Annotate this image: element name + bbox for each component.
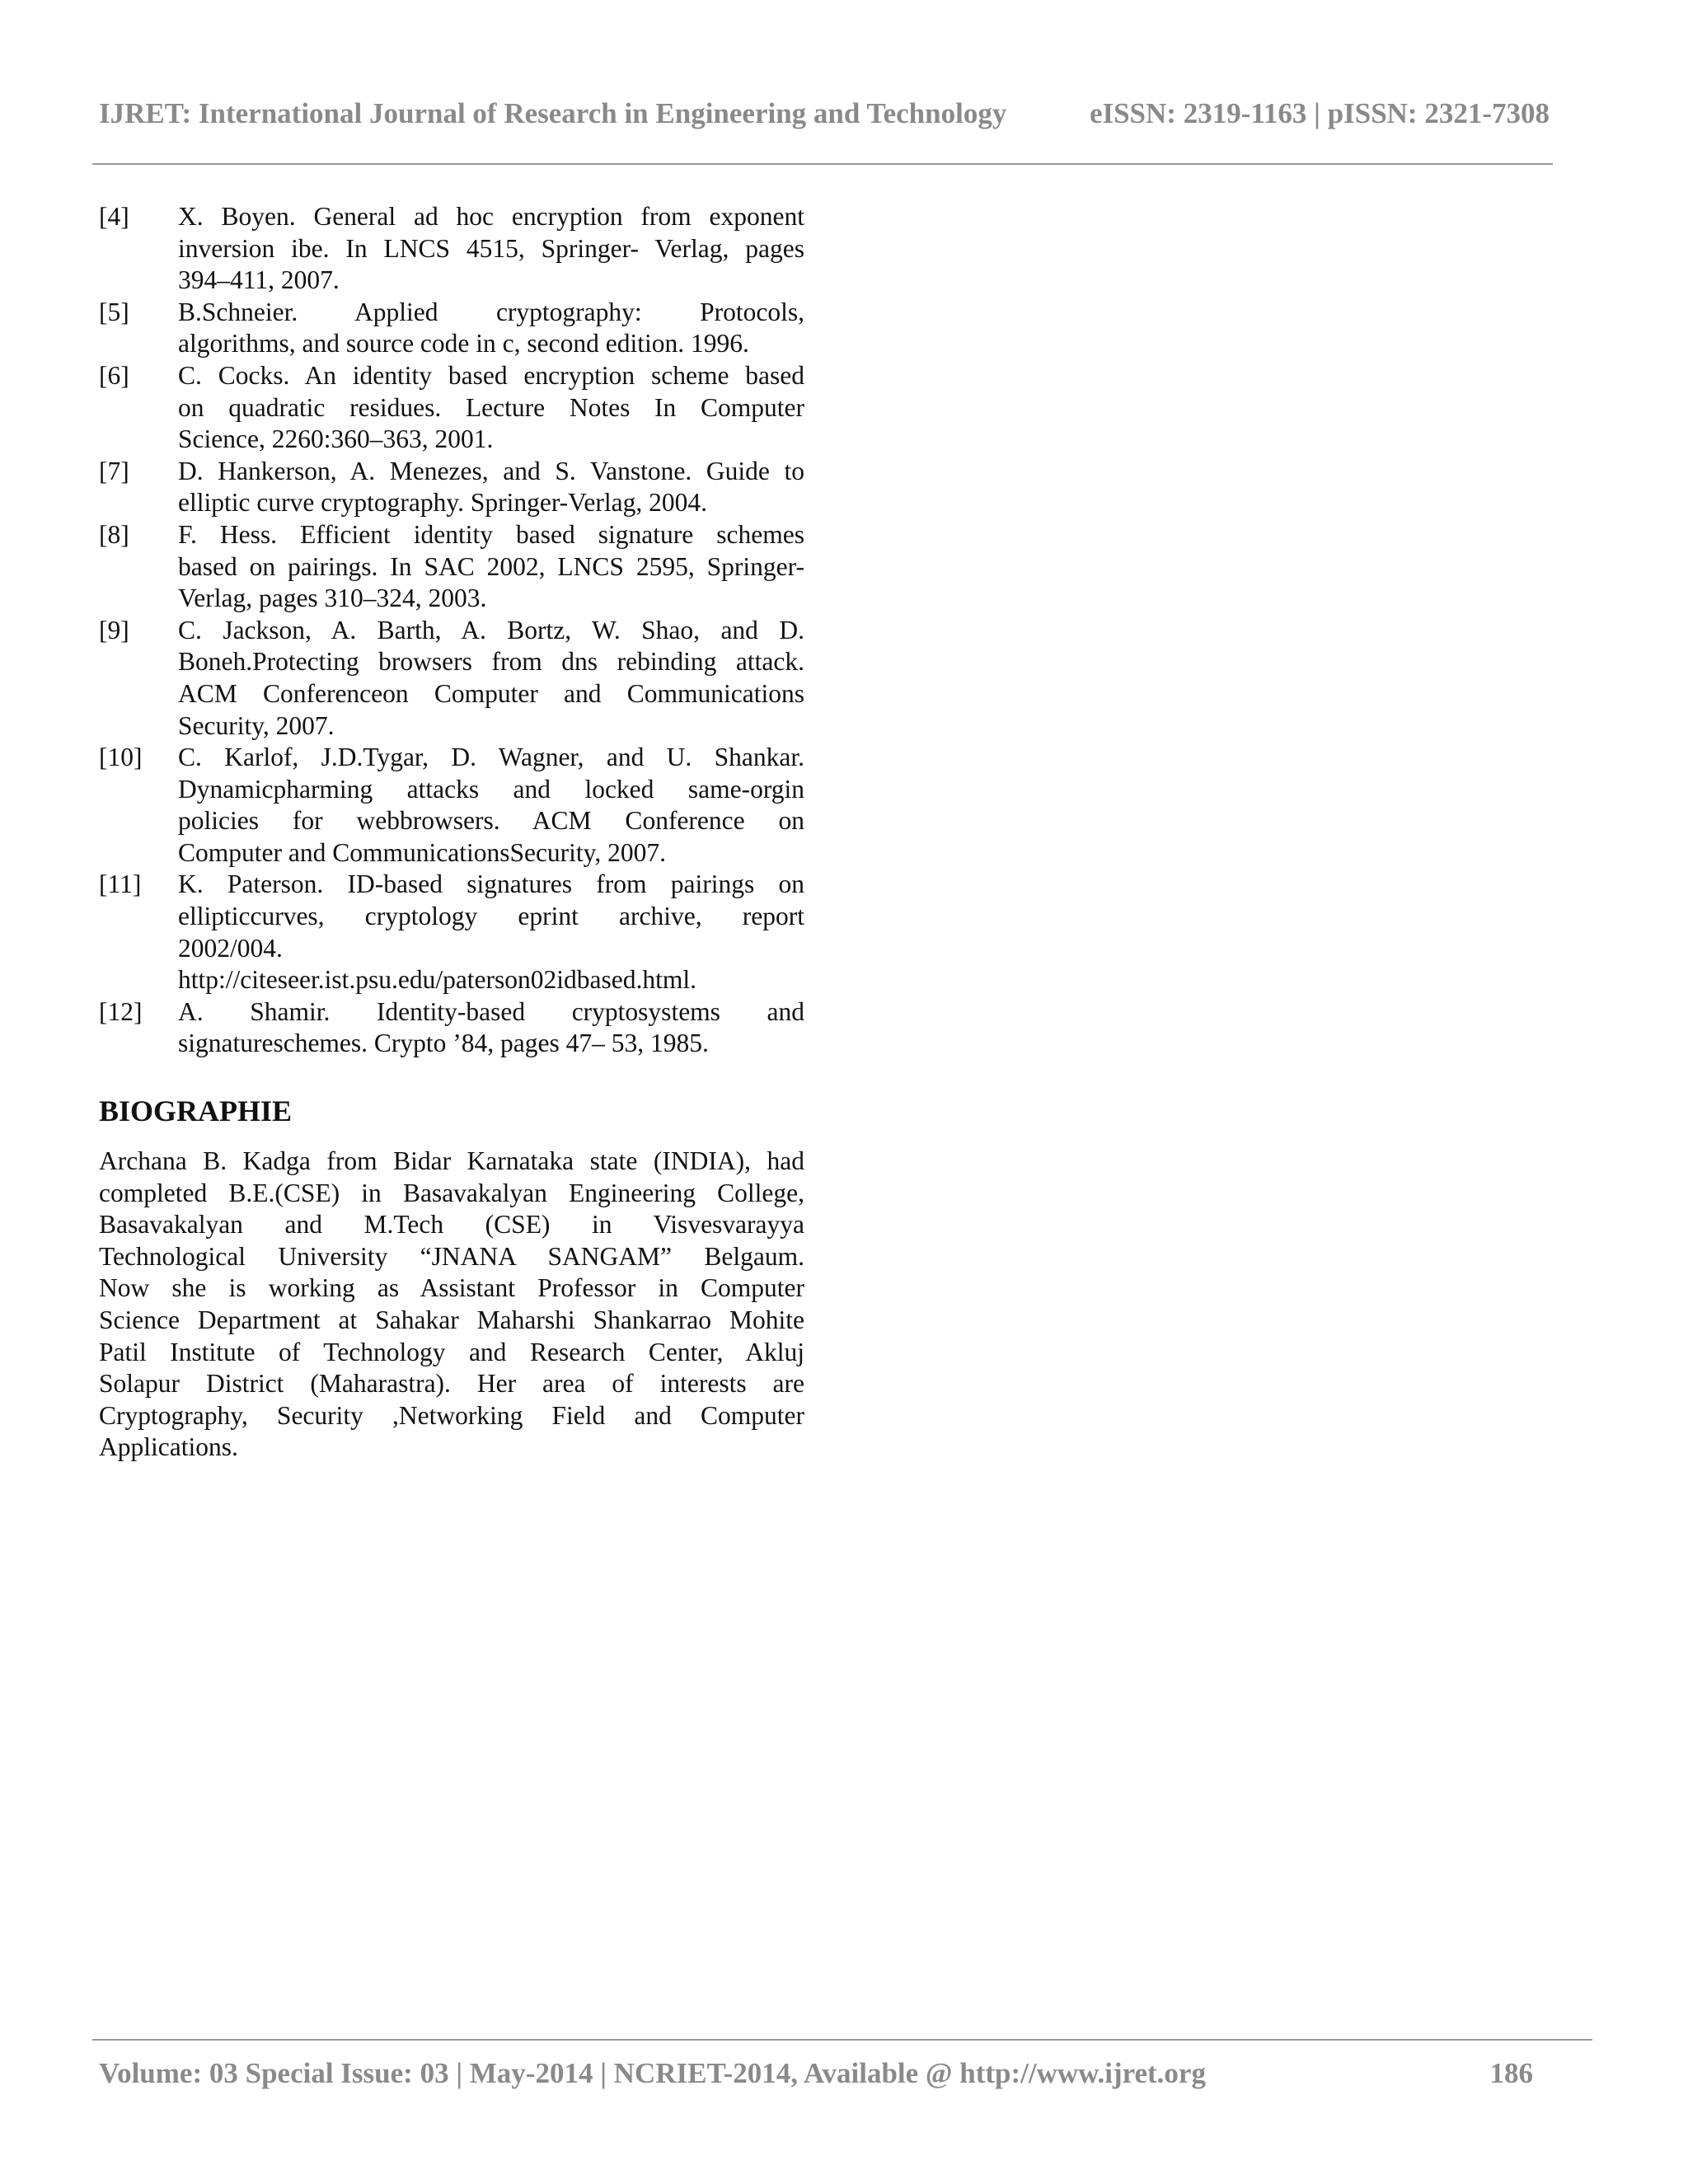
page-number: 186 <box>1489 2057 1533 2089</box>
reference-line: X. Boyen. General ad hoc encryption from exponent <box>178 202 804 231</box>
reference-item <box>99 869 804 996</box>
reference-line: Dynamicpharming attacks and locked same-orgin <box>178 774 804 804</box>
biography-line: Technological University “JNANA SANGAM” Belgaum. <box>99 1241 804 1271</box>
reference-line: policies for webbrowsers. ACM Conference on <box>178 806 804 836</box>
biography-line: Cryptography, Security ,Networking Field and Computer <box>99 1400 804 1430</box>
footer-rule <box>92 2039 1592 2041</box>
reference-item <box>99 201 804 297</box>
issn-numbers: eISSN: 2319-1163 | pISSN: 2321-7308 <box>1089 97 1550 129</box>
reference-number: [4] <box>99 202 129 231</box>
biography-line: Applications. <box>99 1432 238 1462</box>
biography-line: Archana B. Kadga from Bidar Karnataka state (INDIA), had <box>99 1146 804 1176</box>
reference-text <box>178 742 804 869</box>
reference-line: algorithms, and source code in c, second edition. 1996. <box>178 329 749 359</box>
reference-item <box>99 297 804 360</box>
left-column <box>99 201 804 1464</box>
reference-text <box>178 519 804 615</box>
reference-line: C. Cocks. An identity based encryption scheme based <box>178 360 804 390</box>
reference-line: Science, 2260:360–363, 2001. <box>178 424 494 454</box>
reference-text <box>178 297 804 360</box>
reference-text <box>178 869 804 996</box>
reference-item <box>99 615 804 742</box>
reference-item <box>99 519 804 615</box>
reference-line: 2002/004. <box>178 933 283 963</box>
reference-line: D. Hankerson, A. Menezes, and S. Vanstone. Guide to <box>178 456 804 485</box>
reference-line: F. Hess. Efficient identity based signature schemes <box>178 519 804 549</box>
reference-line: based on pairings. In SAC 2002, LNCS 2595, Springer- <box>178 551 804 581</box>
reference-text <box>178 456 804 519</box>
header-rule <box>92 163 1553 165</box>
biography-line: Science Department at Sahakar Maharshi Shankarrao Mohite <box>99 1305 804 1334</box>
reference-line: C. Karlof, J.D.Tygar, D. Wagner, and U. Shankar. <box>178 743 804 772</box>
reference-line: ACM Conferenceon Computer and Communications <box>178 678 804 708</box>
reference-line: ellipticcurves, cryptology eprint archive, report <box>178 902 804 931</box>
reference-line: elliptic curve cryptography. Springer-Verlag, 2004. <box>178 488 707 518</box>
biography-line: Solapur District (Maharastra). Her area of interests are <box>99 1369 804 1399</box>
biography-line: Basavakalyan and M.Tech (CSE) in Visvesvarayya <box>99 1210 804 1240</box>
reference-text <box>178 201 804 297</box>
reference-number: [7] <box>99 456 129 485</box>
biography-heading: BIOGRAPHIE <box>99 1094 293 1128</box>
reference-line: Computer and CommunicationsSecurity, 2007. <box>178 837 667 867</box>
biography-text <box>99 1146 804 1464</box>
reference-line: C. Jackson, A. Barth, A. Bortz, W. Shao, and D. <box>178 615 804 644</box>
reference-line: 394–411, 2007. <box>178 265 340 295</box>
reference-number: [5] <box>99 297 129 326</box>
reference-text <box>178 615 804 742</box>
reference-line: signatureschemes. Crypto ’84, pages 47– 53, 1985. <box>178 1029 709 1058</box>
reference-list <box>99 201 804 1060</box>
reference-line: A. Shamir. Identity-based cryptosystems and <box>178 996 804 1026</box>
reference-line: inversion ibe. In LNCS 4515, Springer- Verlag, pages <box>178 233 804 263</box>
reference-number: [9] <box>99 615 129 644</box>
reference-line: Verlag, pages 310–324, 2003. <box>178 583 487 613</box>
reference-item <box>99 456 804 519</box>
reference-number: [11] <box>99 869 142 899</box>
reference-line: B.Schneier. Applied cryptography: Protocols, <box>178 297 804 326</box>
reference-number: [8] <box>99 519 129 549</box>
reference-item <box>99 742 804 869</box>
reference-number: [12] <box>99 996 143 1026</box>
reference-line: on quadratic residues. Lecture Notes In Computer <box>178 392 804 422</box>
reference-item <box>99 996 804 1060</box>
running-header <box>99 97 1550 137</box>
reference-number: [6] <box>99 360 129 390</box>
biography-line: Now she is working as Assistant Professor in Computer <box>99 1273 804 1303</box>
biography-line: Patil Institute of Technology and Research Center, Akluj <box>99 1337 804 1366</box>
reference-line: K. Paterson. ID-based signatures from pairings on <box>178 869 804 899</box>
volume-info: Volume: 03 Special Issue: 03 | May-2014 | NCRIET-2014, Available @ http://www.ijret.org <box>99 2057 1206 2089</box>
reference-line: Security, 2007. <box>178 710 335 740</box>
reference-text <box>178 996 804 1060</box>
reference-text <box>178 360 804 456</box>
reference-line: Boneh.Protecting browsers from dns rebinding attack. <box>178 647 804 677</box>
reference-item <box>99 360 804 456</box>
reference-line[interactable]: http://citeseer.ist.psu.edu/paterson02idbased.html. <box>178 965 697 995</box>
journal-title: IJRET: International Journal of Research in Engineering and Technology <box>99 97 1007 129</box>
biography-line: completed B.E.(CSE) in Basavakalyan Engineering College, <box>99 1178 804 1207</box>
reference-number: [10] <box>99 743 143 772</box>
